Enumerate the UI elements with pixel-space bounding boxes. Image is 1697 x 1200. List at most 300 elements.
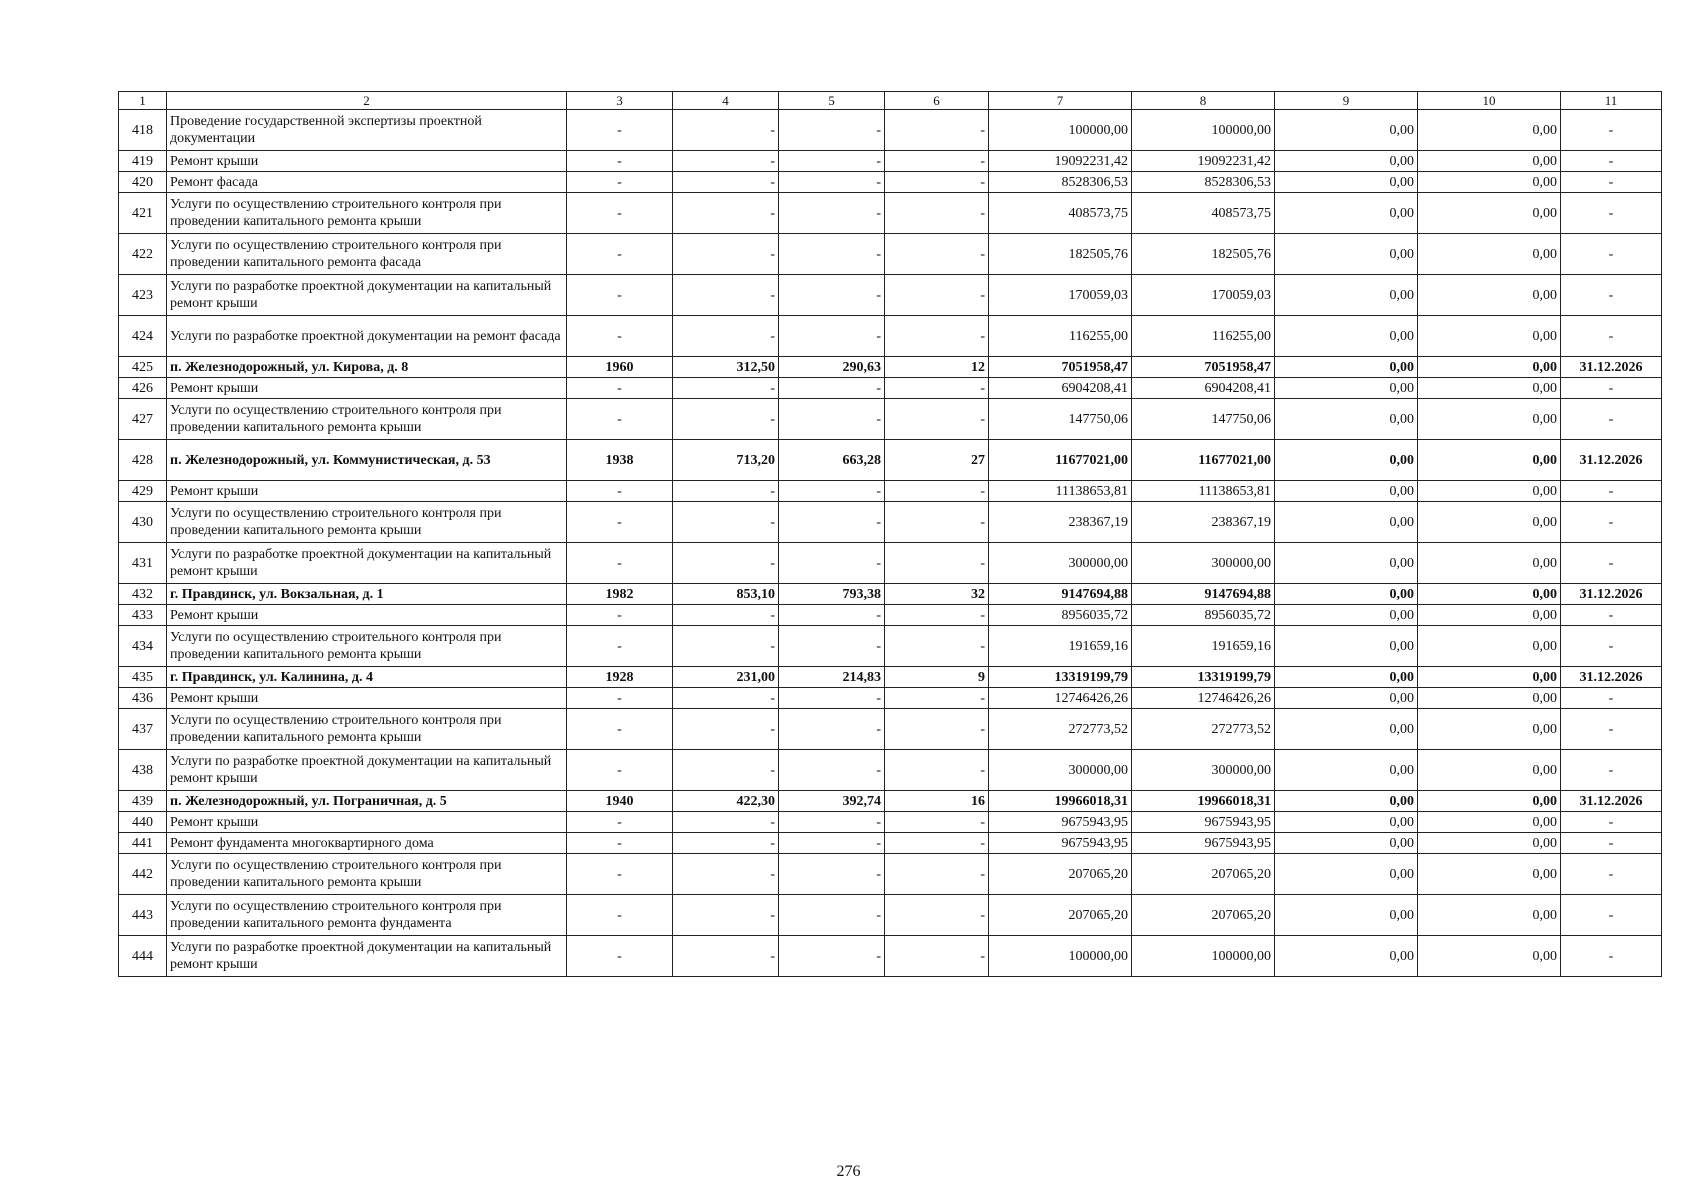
fund-cost-cell: 300000,00	[1132, 750, 1275, 791]
living-area-cell: -	[779, 709, 885, 750]
item-name-cell: Услуги по осуществлению строительного контроля при проведении капитального ремонта крыши	[167, 626, 567, 667]
deadline-cell: -	[1561, 399, 1662, 440]
budget-cost-cell: 0,00	[1275, 172, 1418, 193]
budget-cost-cell: 0,00	[1275, 895, 1418, 936]
column-number: 3	[567, 92, 673, 110]
building-row	[119, 791, 1662, 812]
work-item-row	[119, 316, 1662, 357]
building-row	[119, 667, 1662, 688]
total-area-cell: 422,30	[673, 791, 779, 812]
other-cost-cell: 0,00	[1418, 543, 1561, 584]
work-item-row	[119, 543, 1662, 584]
year-cell: -	[567, 316, 673, 357]
living-area-cell: -	[779, 812, 885, 833]
total-area-cell: -	[673, 234, 779, 275]
other-cost-cell: 0,00	[1418, 234, 1561, 275]
fund-cost-cell: 116255,00	[1132, 316, 1275, 357]
budget-cost-cell: 0,00	[1275, 688, 1418, 709]
year-cell: -	[567, 854, 673, 895]
fund-cost-cell: 207065,20	[1132, 854, 1275, 895]
total-cost-cell: 272773,52	[989, 709, 1132, 750]
building-row	[119, 584, 1662, 605]
total-cost-cell: 182505,76	[989, 234, 1132, 275]
item-name-cell: Услуги по разработке проектной документации на капитальный ремонт крыши	[167, 750, 567, 791]
fund-cost-cell: 170059,03	[1132, 275, 1275, 316]
deadline-cell: 31.12.2026	[1561, 667, 1662, 688]
residents-cell: -	[885, 833, 989, 854]
residents-cell: 16	[885, 791, 989, 812]
residents-cell: -	[885, 151, 989, 172]
residents-cell: -	[885, 110, 989, 151]
total-cost-cell: 13319199,79	[989, 667, 1132, 688]
residents-cell: -	[885, 854, 989, 895]
living-area-cell: -	[779, 626, 885, 667]
budget-cost-cell: 0,00	[1275, 750, 1418, 791]
residents-cell: -	[885, 193, 989, 234]
total-area-cell: -	[673, 688, 779, 709]
column-number: 9	[1275, 92, 1418, 110]
work-item-row	[119, 709, 1662, 750]
residents-cell: -	[885, 399, 989, 440]
total-cost-cell: 11138653,81	[989, 481, 1132, 502]
work-item-row	[119, 626, 1662, 667]
total-area-cell: -	[673, 193, 779, 234]
budget-cost-cell: 0,00	[1275, 110, 1418, 151]
work-item-row	[119, 854, 1662, 895]
year-cell: -	[567, 605, 673, 626]
year-cell: -	[567, 502, 673, 543]
budget-cost-cell: 0,00	[1275, 626, 1418, 667]
work-item-row	[119, 172, 1662, 193]
other-cost-cell: 0,00	[1418, 110, 1561, 151]
deadline-cell: -	[1561, 626, 1662, 667]
other-cost-cell: 0,00	[1418, 440, 1561, 481]
deadline-cell: -	[1561, 316, 1662, 357]
fund-cost-cell: 191659,16	[1132, 626, 1275, 667]
other-cost-cell: 0,00	[1418, 936, 1561, 977]
other-cost-cell: 0,00	[1418, 378, 1561, 399]
column-number: 4	[673, 92, 779, 110]
total-area-cell: -	[673, 502, 779, 543]
total-area-cell: -	[673, 110, 779, 151]
table-body	[119, 92, 1662, 977]
total-area-cell: -	[673, 151, 779, 172]
fund-cost-cell: 6904208,41	[1132, 378, 1275, 399]
deadline-cell: -	[1561, 936, 1662, 977]
row-number-cell: 425	[119, 357, 167, 378]
fund-cost-cell: 147750,06	[1132, 399, 1275, 440]
budget-cost-cell: 0,00	[1275, 234, 1418, 275]
work-item-row	[119, 833, 1662, 854]
column-number: 11	[1561, 92, 1662, 110]
living-area-cell: -	[779, 605, 885, 626]
item-name-cell: Услуги по осуществлению строительного контроля при проведении капитального ремонта крыши	[167, 399, 567, 440]
living-area-cell: 392,74	[779, 791, 885, 812]
row-number-cell: 432	[119, 584, 167, 605]
year-cell: -	[567, 172, 673, 193]
other-cost-cell: 0,00	[1418, 316, 1561, 357]
residents-cell: -	[885, 502, 989, 543]
deadline-cell: -	[1561, 543, 1662, 584]
deadline-cell: 31.12.2026	[1561, 440, 1662, 481]
total-cost-cell: 191659,16	[989, 626, 1132, 667]
year-cell: -	[567, 110, 673, 151]
deadline-cell: -	[1561, 750, 1662, 791]
deadline-cell: 31.12.2026	[1561, 791, 1662, 812]
row-number-cell: 435	[119, 667, 167, 688]
row-number-cell: 443	[119, 895, 167, 936]
row-number-cell: 440	[119, 812, 167, 833]
other-cost-cell: 0,00	[1418, 667, 1561, 688]
total-cost-cell: 9675943,95	[989, 833, 1132, 854]
living-area-cell: -	[779, 399, 885, 440]
living-area-cell: -	[779, 688, 885, 709]
total-cost-cell: 207065,20	[989, 895, 1132, 936]
deadline-cell: -	[1561, 709, 1662, 750]
budget-cost-cell: 0,00	[1275, 316, 1418, 357]
living-area-cell: -	[779, 833, 885, 854]
total-area-cell: -	[673, 481, 779, 502]
deadline-cell: -	[1561, 502, 1662, 543]
living-area-cell: 663,28	[779, 440, 885, 481]
other-cost-cell: 0,00	[1418, 854, 1561, 895]
fund-cost-cell: 13319199,79	[1132, 667, 1275, 688]
deadline-cell: 31.12.2026	[1561, 357, 1662, 378]
item-name-cell: Услуги по осуществлению строительного контроля при проведении капитального ремонта фасада	[167, 234, 567, 275]
other-cost-cell: 0,00	[1418, 626, 1561, 667]
row-number-cell: 422	[119, 234, 167, 275]
total-cost-cell: 170059,03	[989, 275, 1132, 316]
column-number: 5	[779, 92, 885, 110]
column-number: 10	[1418, 92, 1561, 110]
residents-cell: 12	[885, 357, 989, 378]
row-number-cell: 421	[119, 193, 167, 234]
row-number-cell: 433	[119, 605, 167, 626]
item-name-cell: Ремонт крыши	[167, 378, 567, 399]
total-cost-cell: 238367,19	[989, 502, 1132, 543]
other-cost-cell: 0,00	[1418, 833, 1561, 854]
page-number: 276	[836, 1163, 861, 1180]
residents-cell: -	[885, 688, 989, 709]
work-item-row	[119, 275, 1662, 316]
item-name-cell: Услуги по осуществлению строительного контроля при проведении капитального ремонта крыши	[167, 854, 567, 895]
residents-cell: -	[885, 709, 989, 750]
budget-cost-cell: 0,00	[1275, 357, 1418, 378]
row-number-cell: 436	[119, 688, 167, 709]
other-cost-cell: 0,00	[1418, 750, 1561, 791]
row-number-cell: 427	[119, 399, 167, 440]
item-name-cell: Услуги по осуществлению строительного контроля при проведении капитального ремонта фундамента	[167, 895, 567, 936]
item-name-cell: Ремонт крыши	[167, 481, 567, 502]
item-name-cell: п. Железнодорожный, ул. Коммунистическая, д. 53	[167, 440, 567, 481]
year-cell: -	[567, 193, 673, 234]
budget-cost-cell: 0,00	[1275, 667, 1418, 688]
budget-cost-cell: 0,00	[1275, 833, 1418, 854]
deadline-cell: -	[1561, 605, 1662, 626]
fund-cost-cell: 8528306,53	[1132, 172, 1275, 193]
budget-cost-cell: 0,00	[1275, 854, 1418, 895]
residents-cell: -	[885, 234, 989, 275]
work-item-row	[119, 151, 1662, 172]
column-number: 1	[119, 92, 167, 110]
budget-cost-cell: 0,00	[1275, 440, 1418, 481]
fund-cost-cell: 8956035,72	[1132, 605, 1275, 626]
deadline-cell: -	[1561, 234, 1662, 275]
residents-cell: -	[885, 895, 989, 936]
work-item-row	[119, 688, 1662, 709]
budget-cost-cell: 0,00	[1275, 709, 1418, 750]
living-area-cell: -	[779, 502, 885, 543]
living-area-cell: -	[779, 936, 885, 977]
row-number-cell: 441	[119, 833, 167, 854]
residents-cell: -	[885, 812, 989, 833]
living-area-cell: -	[779, 151, 885, 172]
work-item-row	[119, 502, 1662, 543]
row-number-cell: 429	[119, 481, 167, 502]
total-area-cell: -	[673, 833, 779, 854]
total-cost-cell: 9147694,88	[989, 584, 1132, 605]
row-number-cell: 442	[119, 854, 167, 895]
year-cell: 1940	[567, 791, 673, 812]
total-area-cell: -	[673, 854, 779, 895]
column-number-row	[119, 92, 1662, 110]
fund-cost-cell: 9675943,95	[1132, 812, 1275, 833]
other-cost-cell: 0,00	[1418, 791, 1561, 812]
other-cost-cell: 0,00	[1418, 275, 1561, 316]
total-area-cell: -	[673, 936, 779, 977]
total-area-cell: 713,20	[673, 440, 779, 481]
item-name-cell: г. Правдинск, ул. Калинина, д. 4	[167, 667, 567, 688]
capital-repair-table	[118, 91, 1662, 977]
work-item-row	[119, 605, 1662, 626]
fund-cost-cell: 7051958,47	[1132, 357, 1275, 378]
item-name-cell: Услуги по разработке проектной документации на капитальный ремонт крыши	[167, 936, 567, 977]
budget-cost-cell: 0,00	[1275, 275, 1418, 316]
item-name-cell: Услуги по осуществлению строительного контроля при проведении капитального ремонта крыши	[167, 709, 567, 750]
budget-cost-cell: 0,00	[1275, 502, 1418, 543]
residents-cell: 32	[885, 584, 989, 605]
row-number-cell: 419	[119, 151, 167, 172]
item-name-cell: Ремонт крыши	[167, 605, 567, 626]
row-number-cell: 437	[119, 709, 167, 750]
deadline-cell: -	[1561, 481, 1662, 502]
document-sheet	[118, 91, 1661, 977]
living-area-cell: 793,38	[779, 584, 885, 605]
fund-cost-cell: 100000,00	[1132, 936, 1275, 977]
row-number-cell: 418	[119, 110, 167, 151]
total-cost-cell: 19092231,42	[989, 151, 1132, 172]
living-area-cell: -	[779, 275, 885, 316]
total-area-cell: -	[673, 750, 779, 791]
other-cost-cell: 0,00	[1418, 605, 1561, 626]
item-name-cell: Услуги по осуществлению строительного контроля при проведении капитального ремонта крыши	[167, 502, 567, 543]
other-cost-cell: 0,00	[1418, 812, 1561, 833]
item-name-cell: п. Железнодорожный, ул. Кирова, д. 8	[167, 357, 567, 378]
year-cell: -	[567, 481, 673, 502]
year-cell: -	[567, 833, 673, 854]
row-number-cell: 428	[119, 440, 167, 481]
row-number-cell: 439	[119, 791, 167, 812]
total-cost-cell: 100000,00	[989, 936, 1132, 977]
year-cell: -	[567, 750, 673, 791]
item-name-cell: Ремонт крыши	[167, 812, 567, 833]
work-item-row	[119, 110, 1662, 151]
budget-cost-cell: 0,00	[1275, 543, 1418, 584]
year-cell: -	[567, 275, 673, 316]
other-cost-cell: 0,00	[1418, 502, 1561, 543]
year-cell: -	[567, 688, 673, 709]
work-item-row	[119, 481, 1662, 502]
budget-cost-cell: 0,00	[1275, 399, 1418, 440]
other-cost-cell: 0,00	[1418, 399, 1561, 440]
deadline-cell: -	[1561, 854, 1662, 895]
deadline-cell: -	[1561, 378, 1662, 399]
year-cell: -	[567, 378, 673, 399]
fund-cost-cell: 272773,52	[1132, 709, 1275, 750]
total-area-cell: 231,00	[673, 667, 779, 688]
building-row	[119, 440, 1662, 481]
year-cell: -	[567, 895, 673, 936]
fund-cost-cell: 300000,00	[1132, 543, 1275, 584]
fund-cost-cell: 19966018,31	[1132, 791, 1275, 812]
budget-cost-cell: 0,00	[1275, 605, 1418, 626]
item-name-cell: Проведение государственной экспертизы проектной документации	[167, 110, 567, 151]
year-cell: -	[567, 709, 673, 750]
item-name-cell: Услуги по осуществлению строительного контроля при проведении капитального ремонта крыши	[167, 193, 567, 234]
work-item-row	[119, 812, 1662, 833]
total-cost-cell: 300000,00	[989, 543, 1132, 584]
total-cost-cell: 8528306,53	[989, 172, 1132, 193]
residents-cell: -	[885, 626, 989, 667]
item-name-cell: Ремонт крыши	[167, 688, 567, 709]
other-cost-cell: 0,00	[1418, 481, 1561, 502]
row-number-cell: 423	[119, 275, 167, 316]
total-area-cell: -	[673, 812, 779, 833]
living-area-cell: -	[779, 193, 885, 234]
total-area-cell: -	[673, 399, 779, 440]
year-cell: -	[567, 234, 673, 275]
total-area-cell: -	[673, 378, 779, 399]
deadline-cell: -	[1561, 895, 1662, 936]
living-area-cell: -	[779, 750, 885, 791]
fund-cost-cell: 207065,20	[1132, 895, 1275, 936]
row-number-cell: 444	[119, 936, 167, 977]
year-cell: -	[567, 936, 673, 977]
living-area-cell: 214,83	[779, 667, 885, 688]
budget-cost-cell: 0,00	[1275, 791, 1418, 812]
fund-cost-cell: 19092231,42	[1132, 151, 1275, 172]
row-number-cell: 420	[119, 172, 167, 193]
year-cell: 1982	[567, 584, 673, 605]
year-cell: 1938	[567, 440, 673, 481]
year-cell: -	[567, 543, 673, 584]
row-number-cell: 438	[119, 750, 167, 791]
total-cost-cell: 408573,75	[989, 193, 1132, 234]
total-area-cell: 312,50	[673, 357, 779, 378]
work-item-row	[119, 399, 1662, 440]
total-cost-cell: 8956035,72	[989, 605, 1132, 626]
deadline-cell: -	[1561, 193, 1662, 234]
total-cost-cell: 300000,00	[989, 750, 1132, 791]
item-name-cell: Услуги по разработке проектной документации на капитальный ремонт крыши	[167, 275, 567, 316]
living-area-cell: -	[779, 378, 885, 399]
other-cost-cell: 0,00	[1418, 895, 1561, 936]
total-area-cell: -	[673, 543, 779, 584]
other-cost-cell: 0,00	[1418, 193, 1561, 234]
work-item-row	[119, 378, 1662, 399]
row-number-cell: 430	[119, 502, 167, 543]
total-cost-cell: 116255,00	[989, 316, 1132, 357]
fund-cost-cell: 408573,75	[1132, 193, 1275, 234]
row-number-cell: 431	[119, 543, 167, 584]
residents-cell: 27	[885, 440, 989, 481]
deadline-cell: 31.12.2026	[1561, 584, 1662, 605]
item-name-cell: г. Правдинск, ул. Вокзальная, д. 1	[167, 584, 567, 605]
budget-cost-cell: 0,00	[1275, 481, 1418, 502]
deadline-cell: -	[1561, 833, 1662, 854]
living-area-cell: -	[779, 110, 885, 151]
work-item-row	[119, 193, 1662, 234]
total-cost-cell: 147750,06	[989, 399, 1132, 440]
total-area-cell: -	[673, 172, 779, 193]
residents-cell: -	[885, 275, 989, 316]
other-cost-cell: 0,00	[1418, 688, 1561, 709]
column-number: 8	[1132, 92, 1275, 110]
item-name-cell: Услуги по разработке проектной документации на капитальный ремонт крыши	[167, 543, 567, 584]
deadline-cell: -	[1561, 812, 1662, 833]
living-area-cell: -	[779, 854, 885, 895]
year-cell: -	[567, 812, 673, 833]
other-cost-cell: 0,00	[1418, 151, 1561, 172]
total-cost-cell: 11677021,00	[989, 440, 1132, 481]
work-item-row	[119, 234, 1662, 275]
other-cost-cell: 0,00	[1418, 357, 1561, 378]
work-item-row	[119, 750, 1662, 791]
year-cell: 1960	[567, 357, 673, 378]
budget-cost-cell: 0,00	[1275, 812, 1418, 833]
living-area-cell: -	[779, 172, 885, 193]
fund-cost-cell: 11677021,00	[1132, 440, 1275, 481]
living-area-cell: -	[779, 234, 885, 275]
living-area-cell: -	[779, 481, 885, 502]
work-item-row	[119, 936, 1662, 977]
living-area-cell: -	[779, 895, 885, 936]
total-area-cell: -	[673, 709, 779, 750]
total-cost-cell: 12746426,26	[989, 688, 1132, 709]
budget-cost-cell: 0,00	[1275, 378, 1418, 399]
deadline-cell: -	[1561, 110, 1662, 151]
column-number: 6	[885, 92, 989, 110]
fund-cost-cell: 238367,19	[1132, 502, 1275, 543]
row-number-cell: 424	[119, 316, 167, 357]
residents-cell: -	[885, 316, 989, 357]
residents-cell: -	[885, 378, 989, 399]
deadline-cell: -	[1561, 275, 1662, 316]
column-number: 7	[989, 92, 1132, 110]
deadline-cell: -	[1561, 151, 1662, 172]
year-cell: -	[567, 399, 673, 440]
column-number: 2	[167, 92, 567, 110]
item-name-cell: Ремонт фундамента многоквартирного дома	[167, 833, 567, 854]
item-name-cell: п. Железнодорожный, ул. Пограничная, д. 5	[167, 791, 567, 812]
fund-cost-cell: 9147694,88	[1132, 584, 1275, 605]
total-cost-cell: 7051958,47	[989, 357, 1132, 378]
other-cost-cell: 0,00	[1418, 584, 1561, 605]
residents-cell: -	[885, 543, 989, 584]
residents-cell: -	[885, 605, 989, 626]
fund-cost-cell: 9675943,95	[1132, 833, 1275, 854]
deadline-cell: -	[1561, 172, 1662, 193]
